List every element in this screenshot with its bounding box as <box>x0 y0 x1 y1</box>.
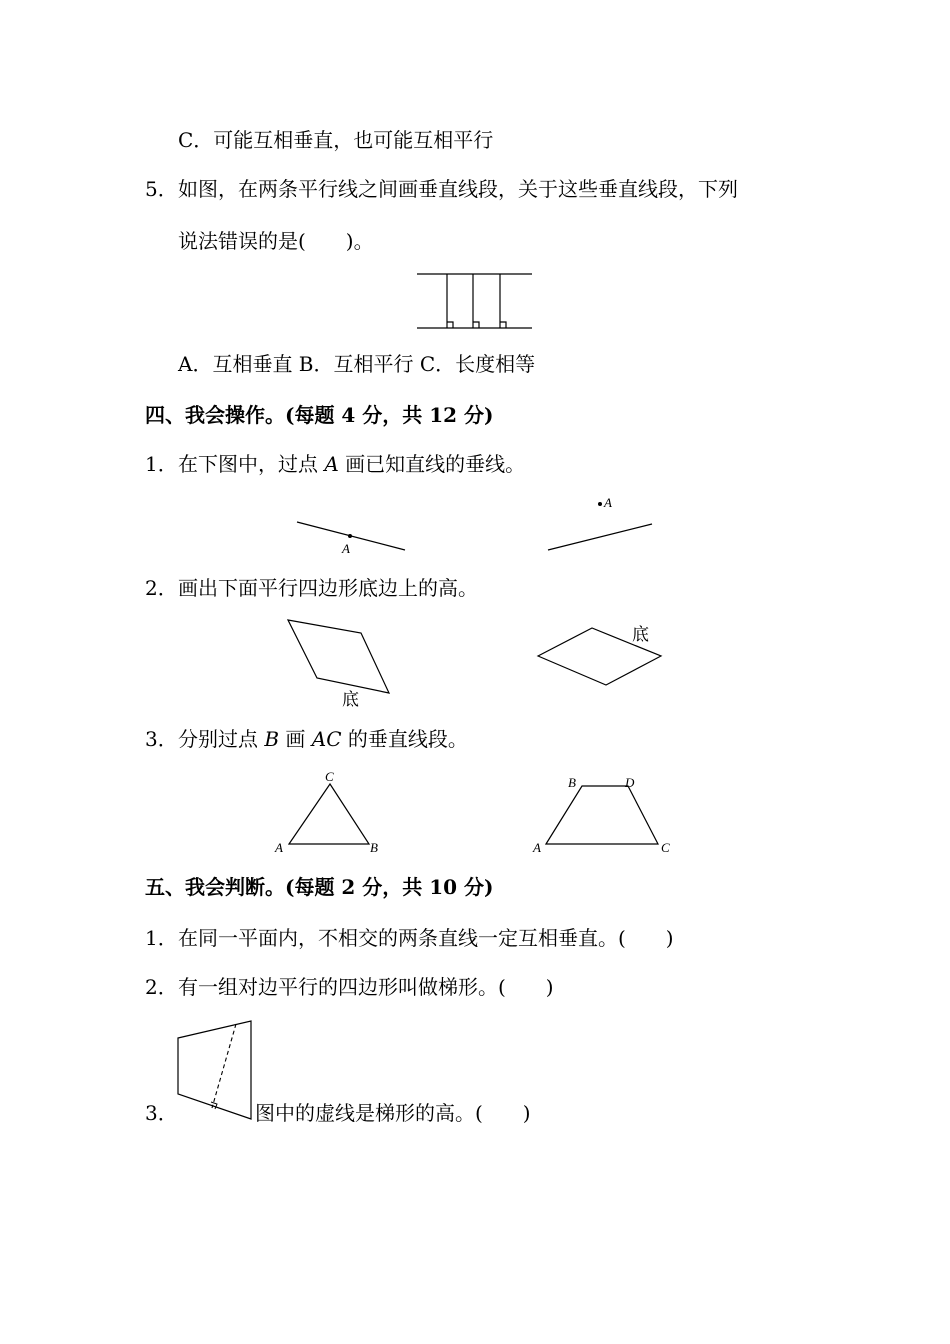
s4-q1-text <box>178 451 525 477</box>
section4-title: 四、我会操作。(每题 4 分，共 12 分) <box>145 403 494 427</box>
s4-q1-number: 1． <box>145 452 178 476</box>
s5-q3-number: 3． <box>145 1101 178 1125</box>
parallelogram-2 <box>534 620 664 690</box>
s5-q2-number: 2． <box>145 975 178 999</box>
s4-q2-number: 2． <box>145 576 178 600</box>
s4-q3-number: 3． <box>145 727 178 751</box>
base-label-2: 底 <box>632 625 649 645</box>
triangle-label-b: B <box>370 840 378 855</box>
triangle-abc <box>272 768 384 856</box>
trapezoid-label-c: C <box>661 840 670 855</box>
trapezoid-label-b: B <box>568 775 576 790</box>
s4-q1-pre: 在下图中，过点 <box>178 452 325 476</box>
triangle-label-c: C <box>325 769 334 784</box>
parallel-lines-figure <box>415 270 535 332</box>
s5-q2-text: 有一组对边平行的四边形叫做梯形。( ) <box>178 975 554 999</box>
line-with-point-a-off-line <box>545 493 657 555</box>
section5-title: 五、我会判断。(每题 2 分，共 10 分) <box>145 875 494 899</box>
triangle-label-a: A <box>275 840 283 855</box>
trapezoid-abcd <box>530 772 680 858</box>
s4-q3-var-ac: AC <box>311 727 342 751</box>
s5-q3-text: 图中的虚线是梯形的高。( ) <box>255 1101 531 1125</box>
s4-q3-var-b: B <box>264 727 280 751</box>
q5-options: A．互相垂直 B．互相平行 C．长度相等 <box>178 352 536 376</box>
q5-number: 5． <box>145 177 178 201</box>
q4-option-c: C．可能互相垂直，也可能互相平行 <box>178 128 494 152</box>
s4-q3-mid: 画 <box>279 727 312 751</box>
s4-q3-post: 的垂直线段。 <box>341 727 468 751</box>
trapezoid-label-d: D <box>625 775 635 790</box>
parallelogram-1 <box>282 614 394 710</box>
point-a-label-1: A <box>342 541 350 556</box>
q5-line1: 如图，在两条平行线之间画垂直线段，关于这些垂直线段，下列 <box>178 177 738 201</box>
s4-q3-text <box>178 726 468 752</box>
s4-q1-var: A <box>324 452 339 476</box>
trapezoid-label-a: A <box>533 840 541 855</box>
s4-q1-post: 画已知直线的垂线。 <box>338 452 526 476</box>
base-label-1: 底 <box>342 690 359 710</box>
s4-q2-text: 画出下面平行四边形底边上的高。 <box>178 576 478 600</box>
point-a-label-2: A <box>604 495 612 510</box>
s5-q1-text: 在同一平面内，不相交的两条直线一定互相垂直。( ) <box>178 926 674 950</box>
line-with-point-a-on-line <box>295 515 410 560</box>
trapezoid-with-dashed-height <box>174 1016 256 1124</box>
s4-q3-pre: 分别过点 <box>178 727 265 751</box>
s5-q1-number: 1． <box>145 926 178 950</box>
q5-line2: 说法错误的是( )。 <box>178 229 374 253</box>
